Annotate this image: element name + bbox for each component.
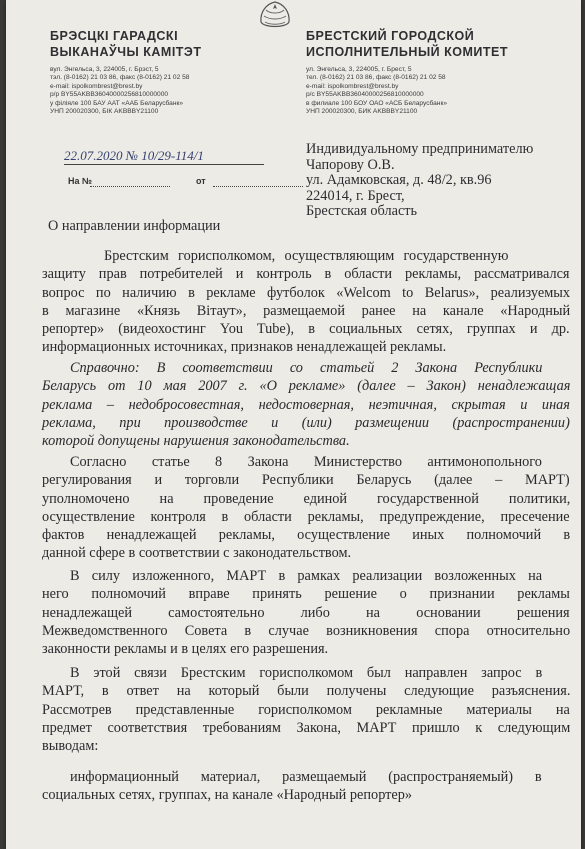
text-line: в магазине «Князь Вітаут», размещаемой ранее на канале «Народный xyxy=(42,302,571,319)
text-line: уполномочено на проведение единой государственной политики, xyxy=(42,490,571,507)
paragraph-5 xyxy=(42,768,570,805)
text-line: регулирования и торговли Республики Беларусь (далее – МАРТ) xyxy=(42,472,570,489)
addressee-block xyxy=(306,142,576,220)
text-line: предмет соответствия требованиям Закона, МАРТ пришло к следующим xyxy=(42,719,571,736)
text-line: ненадлежащей самостоятельно либо на основании решения xyxy=(42,604,570,621)
text-line: МАРТ, в ответ на который были получены следующие разъяснения. xyxy=(42,683,571,700)
state-emblem xyxy=(252,0,298,30)
detail-line: тэл. (8-0162) 21 03 86, факс (8-0162) 21 02 58 xyxy=(50,74,190,82)
text-line: осуществление контроля в области рекламы, предупреждение, пресечение xyxy=(42,508,570,525)
addressee-line: Брестская область xyxy=(306,203,418,219)
detail-line: вул. Энгельса, 3, 224005, г. Брэст, 5 xyxy=(50,66,159,73)
org-details-belarusian xyxy=(50,66,280,116)
text-line: которой допущены нарушения законодательства. xyxy=(42,433,350,450)
left-letterhead xyxy=(50,28,280,116)
text-line: законности рекламы и в целях его разрешения. xyxy=(42,641,329,658)
paragraph-2 xyxy=(42,453,570,563)
text-line: социальных сетях, группах, на канале «Народный репортер» xyxy=(42,787,413,804)
text-line: реклама, при производстве и (или) размещении (распространении) xyxy=(42,414,570,431)
text-line: Справочно: В соответствии со статьей 2 Закона Республики xyxy=(70,360,543,376)
text-line: Межведомственного Совета в случае возникновения спора относительно xyxy=(42,622,571,639)
detail-line: УНП 200020300, БИК AKBBBY21100 xyxy=(306,108,418,116)
org-details-russian xyxy=(306,66,566,116)
reference-line xyxy=(68,176,206,186)
text-line: данной сфере в соответствии с законодательством. xyxy=(42,545,352,562)
addressee-line: Чапорову О.В. xyxy=(306,156,395,173)
org-name-belarusian: БРЭСЦКІ ГАРАДСКІ ВЫКАНАЎЧЫ КАМІТЭТ xyxy=(50,29,202,59)
org-name-russian: БРЕСТСКИЙ ГОРОДСКОЙ ИСПОЛНИТЕЛЬНЫЙ КОМИТЕТ xyxy=(306,29,508,59)
text-line: Беларусь от 10 мая 2007 г. «О рекламе» (далее – Закон) ненадлежащая xyxy=(42,378,571,395)
text-line: выводам: xyxy=(42,738,99,755)
text-line: информационных источниках, признаков ненадлежащей рекламы. xyxy=(42,339,447,356)
detail-line: у філіяле 100 БАУ ААТ «ААБ Беларусбанк» xyxy=(50,99,184,107)
addressee-line: ул. Адамковская, д. 48/2, кв.96 xyxy=(306,172,492,188)
text-line: Согласно статье 8 Закона Министерство антимонопольного xyxy=(70,454,542,470)
paragraph-4 xyxy=(42,664,570,755)
registration-handwritten: 22.07.2020 № 10/29-114/1 xyxy=(64,148,204,163)
paragraph-1 xyxy=(42,247,570,357)
detail-line: УНП 200020300, БІК AKBBBY21100 xyxy=(50,108,159,116)
text-line: реклама – недобросовестная, недостоверная, неэтичная, скрытая и иная xyxy=(42,396,570,413)
detail-line: e-mail: ispolkombrest@brest.by xyxy=(50,82,143,90)
detail-line: в филиале 100 БОУ ОАО «АСБ Беларусбанк» xyxy=(306,99,448,107)
na-label: На № xyxy=(68,176,93,186)
text-line: репортер» (видеохостинг You Tube), в социальных сетях, группах и др. xyxy=(42,321,570,338)
registration-number xyxy=(64,148,204,164)
text-line: Рассмотрев представленные горисполкомом рекламные материалы на xyxy=(42,701,570,718)
text-line: В силу изложенного, МАРТ в рамках реализации возложенных на xyxy=(70,568,543,584)
addressee-line: Индивидуальному предпринимателю xyxy=(306,141,534,157)
text-line: фактов ненадлежащей рекламы, осуществление иных полномочий в xyxy=(42,527,571,544)
na-blank xyxy=(90,186,170,187)
paragraph-reference-note xyxy=(42,359,570,450)
text-line: Брестским горисполкомом, осуществляющим государственную xyxy=(104,248,509,264)
detail-line: р/р BY55AKBB36040000256810000000 xyxy=(50,91,169,99)
ot-label: от xyxy=(196,176,206,186)
right-letterhead xyxy=(306,28,566,116)
detail-line: р/с BY55AKBB36040000256810000000 xyxy=(306,91,424,99)
paragraph-3 xyxy=(42,567,570,658)
detail-line: ул. Энгельса, 3, 224005, г. Брест, 5 xyxy=(306,66,412,73)
addressee-line: 224014, г. Брест, xyxy=(306,187,405,204)
detail-line: тел. (8-0162) 21 03 86, факс (8-0162) 21 02 58 xyxy=(306,74,446,82)
text-line: защиту прав потребителей и контроль в области рекламы, рассматривался xyxy=(42,266,570,283)
text-line: вопрос по наличию в рекламе футболок «Welcom to Belarus», реализуемых xyxy=(42,284,571,301)
text-line: информационный материал, размещаемый (распространяемый) в xyxy=(70,769,542,785)
text-line: него полномочий вправе принять решение о признании рекламы xyxy=(42,586,570,603)
ot-blank xyxy=(213,186,303,187)
detail-line: e-mail: ispolkombrest@brest.by xyxy=(306,82,399,90)
letter-page xyxy=(6,0,581,849)
text-line: В этой связи Брестским горисполкомом был направлен запрос в xyxy=(70,665,543,681)
registration-underline xyxy=(64,164,264,165)
letter-subject: О направлении информации xyxy=(48,218,221,234)
